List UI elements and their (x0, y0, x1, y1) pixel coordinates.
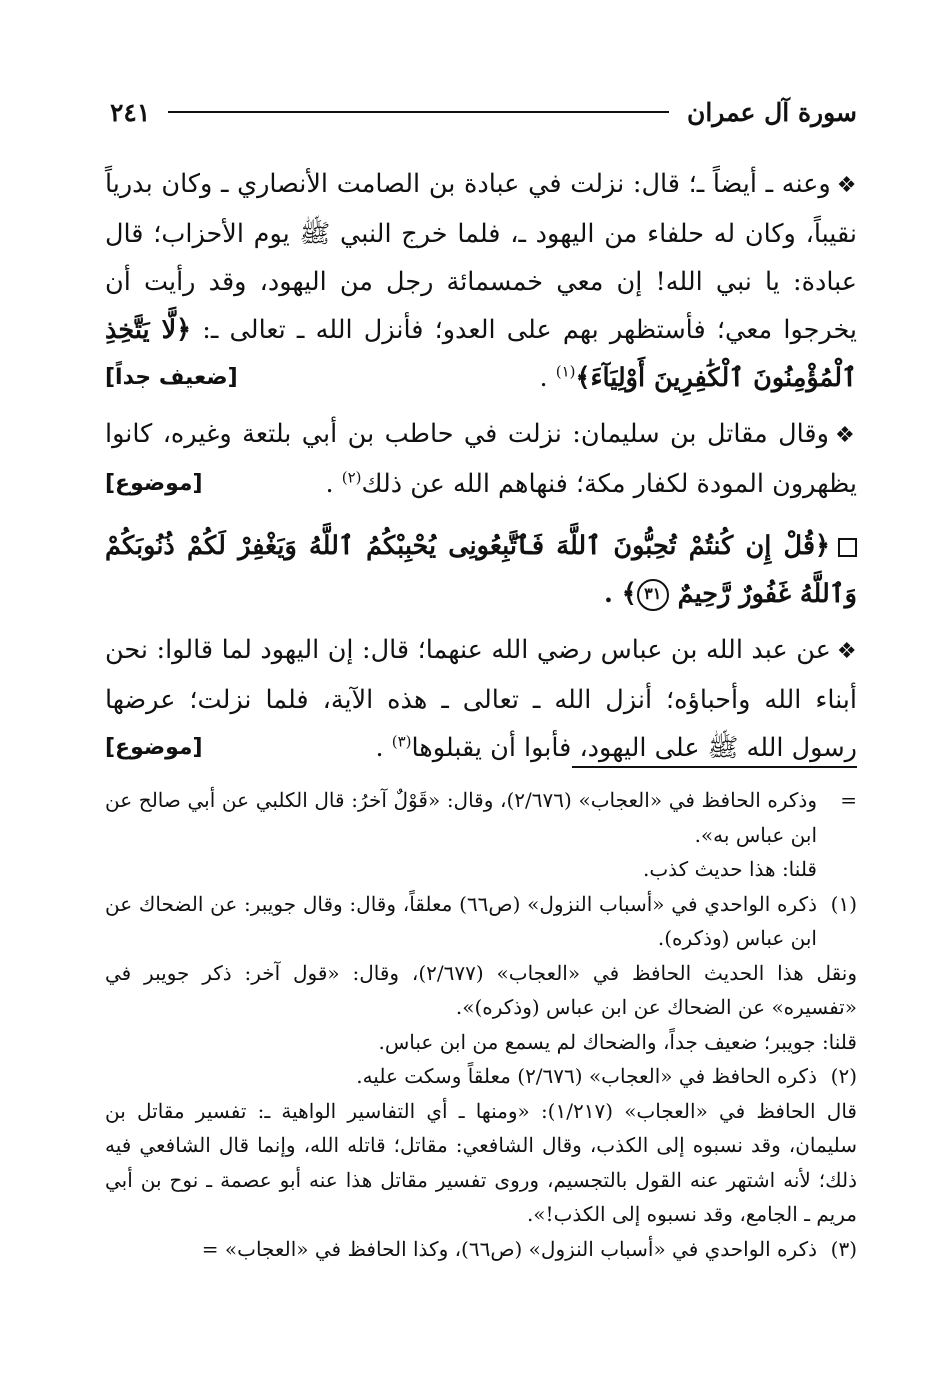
footnote-line: قال الحافظ في «العجاب» (١/٢١٧): «ومنها ـ أي التفاسير الواهية ـ: تفسير مقاتل بن سليمان، وقد نسبوه إلى الكذب، وقال الشافعي: مقاتل؛ قاتله الله، وإنما قال الشافعي فيه ذلك؛ لأنه اشتهر عنه القول بالتجسيم، وروى تفسير مقاتل هذا عنه أبو عصمة ـ نوح بن أبي مريم ـ الجامع، وقد نسبوه إلى الكذب!». (105, 1098, 857, 1226)
footnote-continuation (105, 783, 857, 887)
surah-title: سورة آل عمران (686, 97, 857, 127)
narration-muqatil (105, 410, 857, 508)
footnote-line: ونقل هذا الحديث الحافظ في «العجاب» (٢/٦٧٧)، وقال: «قول آخر: ذكر جويبر في «تفسيره» عن الضحاك عن ابن عباس (وذكره)». (105, 960, 857, 1019)
footnote-number: (١) (830, 891, 857, 916)
footnote-line: ذكره الواحدي في «أسباب النزول» (ص٦٦) معلقاً، وقال: وقال جويبر: عن الضحاك عن ابن عباس (وذكره). (105, 891, 817, 950)
page-number: ٢٤١ (110, 97, 151, 127)
narration-ibn-abbas (105, 626, 857, 772)
narration-text: عن عبد الله بن عباس رضي الله عنهما؛ قال: إن اليهود لما قالوا: نحن أبناء الله وأحباؤه؛ أنزل الله ـ تعالى ـ هذه الآية، فلما نزلت؛ عرضها رسول الله ﷺ على اليهود، فأبوا أن يقبلوها (105, 635, 857, 763)
sentence-end: . (539, 363, 556, 393)
footnote-number: (٣) (830, 1236, 857, 1261)
footnote-2-more (105, 1094, 857, 1232)
narration-ubada (105, 160, 857, 402)
footnote-1-more (105, 956, 857, 1060)
footnote-ref: (٢) (341, 468, 362, 487)
grade-label: [موضوع] (105, 471, 203, 496)
continuation-marker: = (840, 788, 857, 812)
ayah-number: ٣١ (637, 579, 669, 611)
footnote-line: وذكره الحافظ في «العجاب» (٢/٦٧٦)، وقال: «قَوْلٌ آخرُ: قال الكلبي عن أبي صالح عن ابن عباس به». (105, 788, 817, 847)
footnote-number: (٢) (830, 1064, 857, 1088)
bullet-icon: ❖ (834, 423, 857, 448)
bullet-icon: ❖ (836, 173, 857, 198)
grade-label: [موضوع] (105, 735, 203, 760)
running-header (110, 92, 857, 132)
footnote-2 (105, 1059, 857, 1094)
footnotes (105, 783, 857, 1266)
footnote-ref: (٣) (391, 732, 412, 751)
footnote-line: قلنا: هذا حديث كذب. (643, 857, 817, 881)
narration-text: وعنه ـ أيضاً ـ؛ قال: نزلت في عبادة بن الصامت الأنصاري ـ وكان بدرياً نقيباً، وكان له حلفاء من اليهود ـ، فلما خرج النبي ﷺ يوم الأحزاب؛ قال عبادة: يا نبي الله! إن معي خمسمائة رجل من اليهود، وقد رأيت أن يخرجوا معي؛ فأستظهر بهم على العدو؛ فأنزل الله ـ تعالى ـ: (105, 169, 858, 345)
square-marker-icon (838, 538, 857, 557)
verse-block (105, 522, 857, 618)
footnote-line: ذكره الحافظ في «العجاب» (٢/٦٧٦) معلقاً وسكت عليه. (356, 1064, 817, 1088)
narration-text: وقال مقاتل بن سليمان: نزلت في حاطب بن أبي بلتعة وغيره، كانوا يظهرون المودة لكفار مكة؛ فنهاهم الله عن ذلك (105, 419, 857, 499)
footnote-separator (572, 766, 857, 768)
bullet-icon: ❖ (836, 639, 857, 664)
sentence-end: . (325, 469, 342, 499)
header-rule (168, 111, 669, 113)
verse-text: ﴿قُلْ إِن كُنتُمْ تُحِبُّونَ ٱللَّهَ فَٱتَّبِعُونِى يُحْبِبْكُمُ ٱللَّهُ وَيَغْفِرْ لَكُمْ ذُنُوبَكُمْ وَٱللَّهُ غَفُورٌ رَّحِيمٌ (105, 531, 857, 609)
verse-end: ﴾ . (604, 579, 637, 609)
footnote-3 (105, 1232, 857, 1267)
grade-label: [ضعيف جداً] (105, 365, 238, 390)
main-text (105, 160, 857, 780)
sentence-end: . (375, 733, 392, 763)
footnote-1 (105, 887, 857, 956)
footnote-line: قلنا: جويبر؛ ضعيف جداً، والضحاك لم يسمع من ابن عباس. (378, 1029, 857, 1054)
footnote-line: ذكره الواحدي في «أسباب النزول» (ص٦٦)، وكذا الحافظ في «العجاب» = (201, 1236, 817, 1261)
footnote-ref: (١) (555, 362, 576, 381)
quran-quote: ﴿لَّا يَتَّخِذِ ٱلْمُؤْمِنُونَ ٱلْكَٰفِرِينَ أَوْلِيَآءَ﴾ (105, 315, 857, 393)
